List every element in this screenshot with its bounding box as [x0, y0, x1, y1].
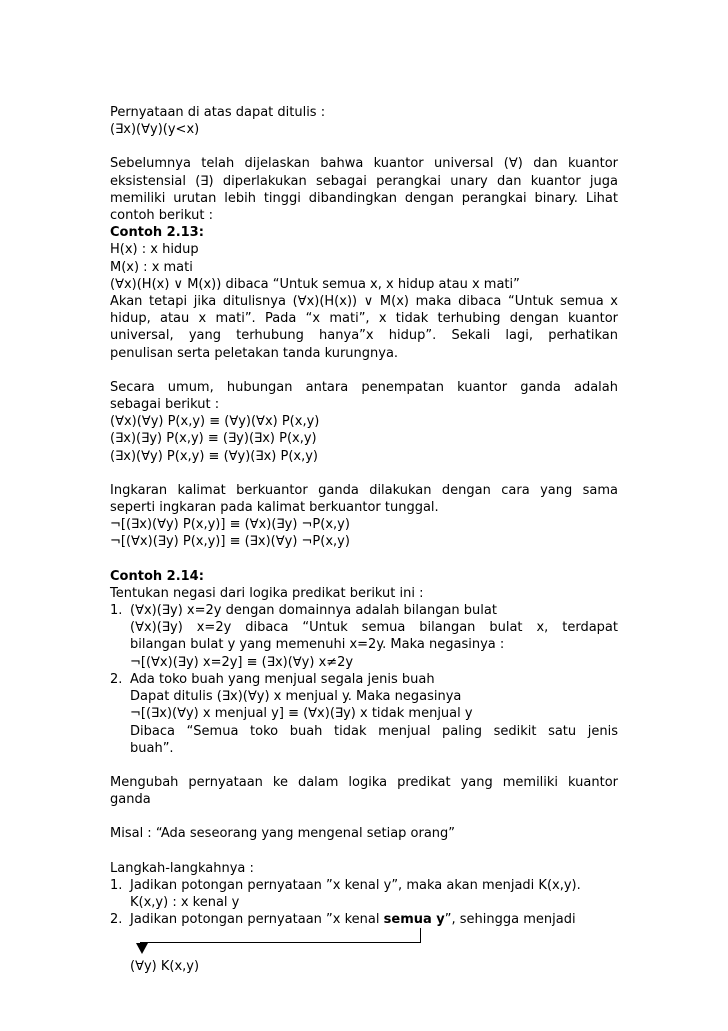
example-para-line: penulisan serta peletakan tanda kurungnya. [110, 345, 399, 361]
intro-formula: (∃x)(∀y)(y<x) [110, 122, 200, 138]
para1-line: eksistensial (∃) diperlakukan sebagai perangkai unary dan kuantor juga [110, 173, 618, 189]
list-number: 1. [110, 603, 123, 619]
connector-arrow [110, 928, 618, 958]
step-number: 2. [110, 912, 123, 928]
document-page [110, 104, 618, 976]
arrow-horizontal-line [140, 942, 420, 943]
para4-line: ganda [110, 792, 151, 808]
example-line: H(x) : x hidup [110, 242, 199, 258]
example-title: Contoh 2.14: [110, 568, 204, 584]
para4-line: Mengubah pernyataan ke dalam logika predikat yang memiliki kuantor [110, 774, 618, 790]
list-number: 2. [110, 671, 123, 687]
step-text-post: ”, sehingga menjadi [444, 912, 576, 928]
example-para-line: Akan tetapi jika ditulisnya (∀x)(H(x)) ∨ M(x) maka dibaca “Untuk semua x [110, 294, 618, 310]
equivalence-formula: (∃x)(∃y) P(x,y) ≡ (∃y)(∃x) P(x,y) [110, 431, 317, 447]
step-item [110, 877, 618, 894]
example-intro: Tentukan negasi dari logika predikat berikut ini : [110, 585, 424, 601]
step-text [130, 911, 618, 928]
para2-line: sebagai berikut : [110, 397, 220, 413]
negation-formula: ¬[(∃x)(∀y) P(x,y)] ≡ (∀x)(∃y) ¬P(x,y) [110, 517, 350, 533]
example-para-line: hidup, atau x mati”. Pada “x mati”, x tidak terhubing dengan kuantor [110, 311, 618, 327]
arrow-vertical-line [420, 928, 421, 943]
steps-title: Langkah-langkahnya : [110, 860, 254, 876]
step-text-pre: Jadikan potongan pernyataan ”x kenal [130, 912, 384, 928]
list-item [110, 602, 618, 619]
list-continuation: Dapat ditulis (∃x)(∀y) x menjual y. Maka negasinya [130, 689, 462, 705]
list-continuation: buah”. [130, 740, 174, 756]
example-para-line: universal, yang terhubung hanya”x hidup”. Sekali lagi, perhatikan [110, 328, 618, 344]
final-formula: (∀y) K(x,y) [130, 959, 200, 975]
negation-formula: ¬[(∀x)(∃y) P(x,y)] ≡ (∃x)(∀y) ¬P(x,y) [110, 534, 350, 550]
example-title: Contoh 2.13: [110, 225, 204, 241]
para1-line: memiliki urutan lebih tinggi dibandingkan dengan perangkai binary. Lihat [110, 190, 618, 206]
equivalence-formula: (∃x)(∀y) P(x,y) ≡ (∀y)(∃x) P(x,y) [110, 448, 318, 464]
list-continuation: (∀x)(∃y) x=2y dibaca “Untuk semua bilangan bulat x, terdapat [130, 620, 618, 636]
arrow-head-icon [136, 943, 148, 954]
example-line: (∀x)(H(x) ∨ M(x)) dibaca “Untuk semua x, x hidup atau x mati” [110, 276, 520, 292]
list-continuation: ¬[(∃x)(∀y) x menjual y] ≡ (∀x)(∃y) x tidak menjual y [130, 706, 473, 722]
step-text-bold: semua y [383, 912, 445, 928]
list-continuation: ¬[(∀x)(∃y) x=2y] ≡ (∃x)(∀y) x≠2y [130, 654, 354, 670]
para3-line: Ingkaran kalimat berkuantor ganda dilakukan dengan cara yang sama [110, 482, 618, 498]
list-text: (∀x)(∃y) x=2y dengan domainnya adalah bilangan bulat [130, 603, 497, 619]
list-text: Ada toko buah yang menjual segala jenis buah [130, 671, 435, 687]
list-item [110, 671, 618, 688]
para1-line: contoh berikut : [110, 208, 213, 224]
step-item [110, 911, 618, 928]
misal-line: Misal : “Ada seseorang yang mengenal setiap orang” [110, 826, 456, 842]
list-continuation: bilangan bulat y yang memenuhi x=2y. Maka negasinya : [130, 637, 505, 653]
equivalence-formula: (∀x)(∀y) P(x,y) ≡ (∀y)(∀x) P(x,y) [110, 414, 320, 430]
example-line: M(x) : x mati [110, 259, 193, 275]
para2-line: Secara umum, hubungan antara penempatan kuantor ganda adalah [110, 379, 618, 395]
step-number: 1. [110, 877, 123, 893]
step-text: Jadikan potongan pernyataan ”x kenal y”, maka akan menjadi K(x,y). [130, 877, 581, 893]
para3-line: seperti ingkaran pada kalimat berkuantor tunggal. [110, 500, 439, 516]
step-sub: K(x,y) : x kenal y [130, 894, 240, 910]
para1-line: Sebelumnya telah dijelaskan bahwa kuantor universal (∀) dan kuantor [110, 156, 618, 172]
list-continuation: Dibaca “Semua toko buah tidak menjual paling sedikit satu jenis [130, 723, 618, 739]
intro-line: Pernyataan di atas dapat ditulis : [110, 105, 326, 120]
